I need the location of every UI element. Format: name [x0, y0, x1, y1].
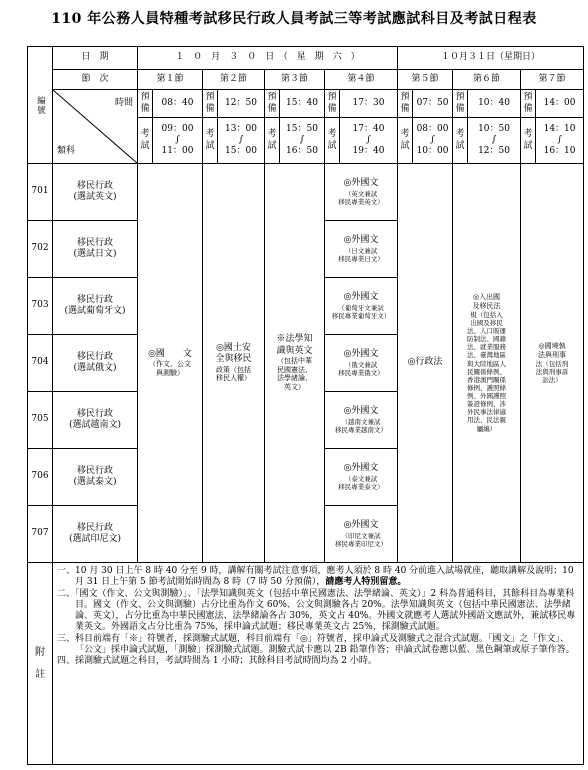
category-code: 703: [28, 278, 53, 335]
subject-line: 移民專業印尼文）: [335, 539, 387, 548]
subject-line: 法（包括刑: [535, 359, 569, 368]
subject-line: 法、就業服務: [467, 343, 507, 352]
subject-line: ◎國 文: [148, 348, 192, 359]
exam-end: 11：00: [161, 146, 194, 157]
subject-foreign-language: [325, 449, 398, 506]
subject-line: 移民專業葡萄牙文）: [331, 311, 391, 320]
subject-line: 及移民法: [472, 302, 501, 311]
note-1-emphasis: 請應考人特別留意。: [325, 577, 407, 588]
period-header: 第１節: [138, 70, 203, 90]
subject-line: ◎國土安: [216, 343, 251, 353]
subject-line: 防制法、國籍: [467, 335, 507, 344]
prep-label: 預備: [265, 90, 280, 118]
prep-label: 預備: [325, 90, 340, 118]
tilde-mark: ∫: [175, 134, 180, 145]
category-line: (選試日文): [73, 249, 117, 259]
exam-label: 考試: [203, 118, 218, 164]
subject-line: 英文）: [284, 383, 305, 391]
subject-line: 與大陸地區人: [467, 359, 507, 368]
subject-line: ◎外國文: [343, 235, 379, 246]
subject-line: ◎外國文: [343, 349, 379, 360]
exam-label: 考試: [453, 118, 468, 164]
notes-label-char: 附: [35, 646, 45, 658]
prep-time: 08：40: [153, 90, 203, 118]
subject-line: （越南文兼試: [341, 417, 381, 426]
subject-line: 法與刑事訴: [535, 367, 569, 376]
exam-label: 考試: [398, 118, 413, 164]
exam-start: 10：50: [478, 123, 510, 134]
subject-foreign-language: [325, 164, 398, 221]
subject-line: ◎入出國: [472, 293, 501, 302]
subject-line: 訟法）: [542, 375, 562, 384]
prep-label: 預備: [453, 90, 468, 118]
subject-line: （俄文兼試: [344, 360, 378, 369]
subject-line: 屬編）: [476, 424, 497, 433]
subject-period-3: [265, 164, 325, 563]
note-4: 四、採測驗式試題之科目，考試時間為 1 小時；其餘科目考試時間均為 2 小時。: [57, 656, 377, 666]
category-line: 移民行政: [76, 237, 113, 248]
subject-line: ◎外國文: [343, 406, 379, 417]
exam-end: 10：00: [416, 146, 449, 157]
period-label: 節 次: [53, 70, 138, 90]
exam-time-range: [468, 118, 521, 164]
exam-end: 16：10: [543, 146, 576, 157]
period-header: 第７節: [521, 70, 584, 90]
day1-header: １ ０ 月 ３ ０ 日 （ 星 期 六 ）: [138, 47, 398, 70]
subject-line: 民關係條例、: [467, 367, 507, 376]
category-name: [53, 506, 138, 563]
exam-time-range: [340, 118, 398, 164]
exam-time-range: [536, 118, 584, 164]
category-code: 705: [28, 392, 53, 449]
period-header: 第３節: [265, 70, 325, 90]
exam-end: 19：40: [352, 146, 385, 157]
prep-time: 14：00: [536, 90, 584, 118]
subject-line: 例、外國護照: [467, 392, 507, 401]
category-line: 移民行政: [76, 465, 113, 476]
category-code: 707: [28, 506, 53, 563]
subject-line: 簽證條例、涉: [467, 400, 507, 409]
exam-label: 考試: [138, 118, 153, 164]
time-category-header: [53, 90, 138, 164]
category-name: [53, 221, 138, 278]
subject-line: 移民專業泰文）: [338, 482, 384, 491]
subject-foreign-language: [325, 221, 398, 278]
subject-line: （印尼文兼試: [341, 531, 381, 540]
note-1-text: 一、10 月 30 日上午 8 時 40 分至 9 時，講解有關考試注意事項，應考人須於 8 時 40 分前進入試場就座，聽取講解及說明；10 月 31 日上午第 5 節考試開始時間為 8 時（7 時 50 分預備），: [57, 566, 574, 588]
exam-start: 17：40: [352, 123, 385, 134]
subject-line: ◎外國文: [343, 463, 379, 474]
subject-line: ◎行政法: [407, 357, 443, 368]
notes-label-cell: [28, 563, 53, 765]
category-line: (選試印尼文): [68, 534, 122, 544]
subject-period-6: [453, 164, 521, 563]
exam-label: 考試: [521, 118, 536, 164]
subject-line: （泰文兼試: [344, 474, 378, 483]
subject-foreign-language: [325, 506, 398, 563]
category-line: (選試越南文): [68, 420, 122, 430]
category-line: 移民行政: [76, 408, 113, 419]
tilde-mark: ∫: [238, 134, 244, 145]
category-label: 類科: [57, 145, 76, 156]
tilde-mark: ∫: [299, 134, 305, 145]
notes-label: [28, 642, 52, 686]
exam-time-range: [218, 118, 265, 164]
side-label-cell: [28, 47, 53, 164]
category-line: 移民行政: [76, 522, 113, 533]
tilde-mark: ∫: [557, 134, 562, 145]
subject-line: 規（包括入: [470, 310, 503, 319]
subject-line: （英文兼試: [344, 189, 378, 198]
prep-time: 10：40: [468, 90, 521, 118]
subject-period-7: [521, 164, 584, 563]
category-code: 702: [28, 221, 53, 278]
category-name: [53, 278, 138, 335]
prep-label: 預備: [521, 90, 536, 118]
category-code: 701: [28, 164, 53, 221]
exam-time-range: [280, 118, 325, 164]
subject-line: （作文、公文: [149, 359, 191, 368]
category-line: (選試泰文): [73, 477, 117, 487]
subject-line: 條例、護照條: [467, 383, 507, 392]
subject-line: 法、人口販運: [467, 327, 507, 336]
exam-time-range: [153, 118, 203, 164]
subject-line: 識與英文: [276, 345, 313, 356]
category-code: 706: [28, 449, 53, 506]
subject-line: 法、臺灣地區: [467, 351, 507, 360]
notes-body: [53, 563, 584, 765]
exam-start: 15：50: [286, 123, 318, 134]
category-name: [53, 392, 138, 449]
prep-label: 預備: [138, 90, 153, 118]
subject-line: 移民專業越南文）: [335, 425, 387, 434]
subject-line: 移民專業俄文）: [338, 368, 384, 377]
note-1: [57, 566, 579, 589]
subject-line: 香港澳門關係: [467, 375, 507, 384]
tilde-mark: ∫: [366, 134, 371, 145]
subject-line: ◎外國文: [343, 178, 379, 189]
subject-period-5: [398, 164, 453, 563]
subject-line: 用法、民法親: [467, 416, 507, 425]
exam-time-range: [413, 118, 453, 164]
exam-end: 12：50: [478, 146, 510, 157]
exam-end: 15：00: [225, 146, 257, 157]
note-2: 二、「國文（作文、公文與測驗）」、「法學知識與英文（包括中華民國憲法、法學緒論、英文）」2 科為普通科目，其餘科目為專業科目。國文（作文、公文與測驗）占分比重為作文 60%、公文與測驗各占 20%。法學知識與英文（包括中華民國憲法、法學緒論、英文），占分比重為中華民國憲法、法學緒論各占 30%，英文占 40%。外國文就應考人選試外國語文應試外，兼試移民專業英文。外國語文占分比重為 75%，採申論式試題；移民專業英文占 25%，採測驗式試題。: [57, 588, 576, 633]
prep-label: 預備: [398, 90, 413, 118]
subject-line: 民國憲法、: [277, 365, 312, 374]
exam-start: 13：00: [225, 123, 257, 134]
subject-line: 外民事法律適: [467, 408, 507, 417]
category-line: 移民行政: [76, 294, 113, 305]
subject-line: 法學緒論、: [277, 374, 312, 383]
exam-start: 08：00: [416, 123, 449, 134]
category-code: 704: [28, 335, 53, 392]
subject-line: 移民專業英文）: [338, 197, 384, 206]
exam-label: 考試: [325, 118, 340, 164]
category-line: (選試英文): [73, 192, 117, 202]
subject-line: 與測驗）: [156, 368, 184, 377]
subject-line: （日文兼試: [344, 246, 378, 255]
prep-time: 07：50: [413, 90, 453, 118]
prep-label: 預備: [203, 90, 218, 118]
category-line: (選試葡萄牙文): [64, 306, 126, 316]
period-header: 第６節: [453, 70, 521, 90]
prep-time: 12：50: [218, 90, 265, 118]
period-header: 第４節: [325, 70, 398, 90]
period-header: 第２節: [203, 70, 265, 90]
page-title: 110 年公務人員特種考試移民行政人員考試三等考試應試科目及考試日程表: [51, 11, 537, 27]
subject-line: 政策（包括: [216, 365, 251, 374]
subject-line: ◎國境執: [538, 342, 566, 351]
category-line: 移民行政: [76, 180, 113, 191]
side-label: 編號: [35, 95, 46, 115]
subject-line: 移民專業日文）: [338, 254, 384, 263]
category-line: (選試俄文): [73, 363, 117, 373]
exam-end: 16：50: [286, 146, 318, 157]
exam-label: 考試: [265, 118, 280, 164]
category-name: [53, 449, 138, 506]
subject-foreign-language: [325, 278, 398, 335]
tilde-mark: ∫: [491, 134, 497, 145]
subject-line: 法與刑事: [538, 350, 567, 359]
subject-line: 出國及移民: [470, 318, 503, 327]
time-label: 時間: [114, 98, 133, 108]
subject-line: （包括中華: [277, 356, 312, 365]
tilde-mark: ∫: [430, 134, 435, 145]
subject-line: ◎外國文: [343, 292, 379, 303]
exam-start: 09：00: [161, 123, 194, 134]
subject-foreign-language: [325, 335, 398, 392]
subject-line: 全與移民: [215, 354, 252, 365]
subject-line: （葡萄牙文兼試: [338, 303, 384, 312]
category-name: [53, 335, 138, 392]
prep-time: 17：30: [340, 90, 398, 118]
exam-schedule-table: [27, 46, 584, 765]
subject-line: ※法學知: [276, 334, 313, 345]
category-line: 移民行政: [76, 351, 113, 362]
period-header: 第５節: [398, 70, 453, 90]
prep-time: 15：40: [280, 90, 325, 118]
subject-period-2: [203, 164, 265, 563]
note-3: 三、科目前端有「※」符號者，採測驗式試題，科目前端有「◎」符號者，採申論式及測驗式之混合式試題。「國文」之「作文」、「公文」採申論式試題，「測驗」採測驗式試題。測驗式試卡應以 2B 鉛筆作答；申論式試卷應以藍、黑色鋼筆或原子筆作答。: [57, 633, 575, 655]
subject-line: 移民人權）: [216, 374, 251, 383]
notes-label-char: 註: [35, 668, 45, 680]
day2-header: １０月３１日（星期日）: [398, 47, 584, 70]
category-name: [53, 164, 138, 221]
subject-period-1: [138, 164, 203, 563]
subject-foreign-language: [325, 392, 398, 449]
date-label: 日 期: [53, 47, 138, 70]
subject-line: ◎外國文: [343, 520, 379, 531]
exam-start: 14：10: [543, 123, 576, 134]
